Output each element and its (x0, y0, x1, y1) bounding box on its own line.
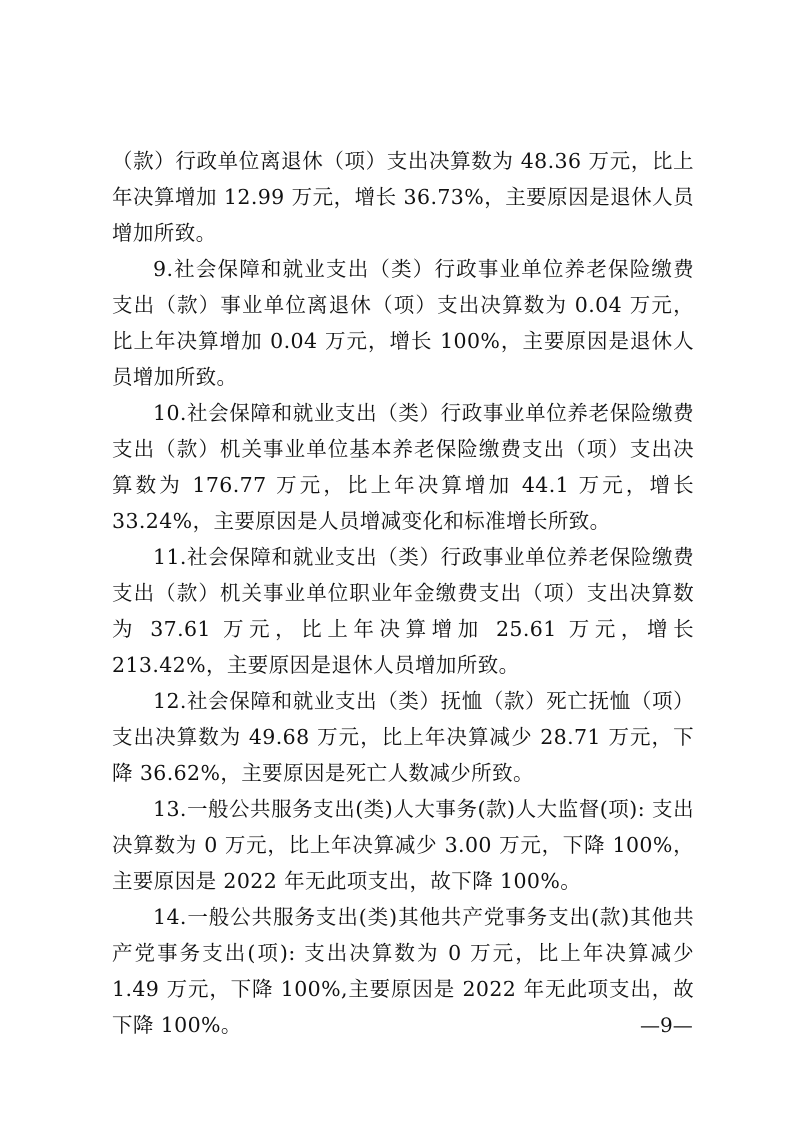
paragraph-item-9: 9.社会保障和就业支出（类）行政事业单位养老保险缴费支出（款）事业单位离退休（项）支出决算数为 0.04 万元，比上年决算增加 0.04 万元，增长 100%，主要原因是退休人员增加所致。 (112, 257, 694, 389)
page-number: —9— (640, 1013, 693, 1037)
paragraph-item-12: 12.社会保障和就业支出（类）抚恤（款）死亡抚恤（项）支出决算数为 49.68 万元，比上年决算减少 28.71 万元，下降 36.62%，主要原因是死亡人数减少所致。 (112, 689, 694, 785)
paragraph-item-13: 13.一般公共服务支出(类)人大事务(款)人大监督(项): 支出决算数为 0 万元，比上年决算减少 3.00 万元，下降 100%，主要原因是 2022 年无此项支出，故下降 100%。 (112, 797, 694, 893)
paragraph-continued: （款）行政单位离退休（项）支出决算数为 48.36 万元，比上年决算增加 12.99 万元，增长 36.73%，主要原因是退休人员增加所致。 (112, 149, 694, 245)
paragraph-item-11: 11.社会保障和就业支出（类）行政事业单位养老保险缴费支出（款）机关事业单位职业年金缴费支出（项）支出决算数为 37.61 万元，比上年决算增加 25.61 万元，增长 213.42%，主要原因是退休人员增加所致。 (112, 545, 694, 677)
body-text (112, 143, 694, 1043)
paragraph-item-14: 14.一般公共服务支出(类)其他共产党事务支出(款)其他共产党事务支出(项): 支出决算数为 0 万元，比上年决算减少 1.49 万元，下降 100%,主要原因是 2022 年无此项支出，故下降 100%。 (112, 905, 694, 1037)
paragraph-item-10: 10.社会保障和就业支出（类）行政事业单位养老保险缴费支出（款）机关事业单位基本养老保险缴费支出（项）支出决算数为 176.77 万元，比上年决算增加 44.1 万元，增长 33.24%，主要原因是人员增减变化和标准增长所致。 (112, 401, 694, 533)
